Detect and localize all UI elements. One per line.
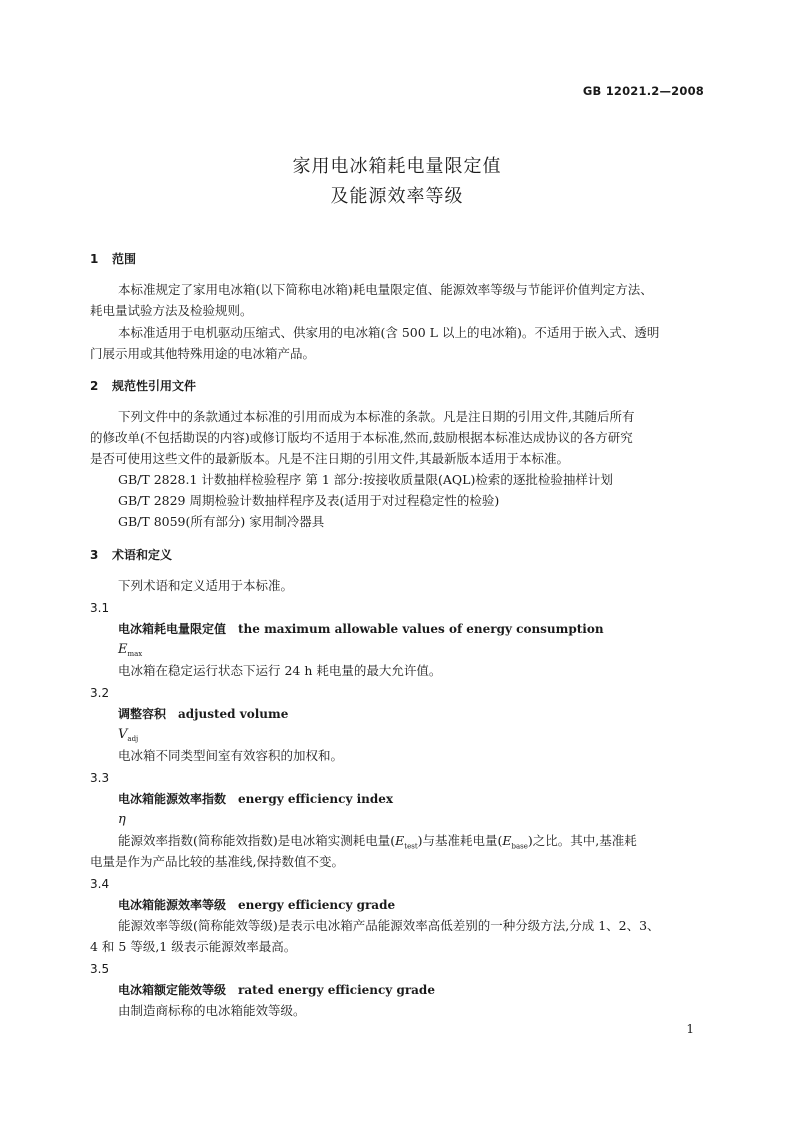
term-definition: 电量是作为产品比较的基准线,保持数值不变。 <box>90 854 344 869</box>
section-title: 规范性引用文件 <box>112 379 197 393</box>
term-heading <box>118 706 738 722</box>
clause-number: 3.5 <box>90 962 110 976</box>
definition-text: 能源效率指数(简称能效指数)是电冰箱实测耗电量( <box>118 833 396 848</box>
term-heading <box>118 982 738 998</box>
document-title-line-1: 家用电冰箱耗电量限定值 <box>292 156 502 177</box>
term-definition: 4 和 5 等级,1 级表示能源效率最高。 <box>90 939 297 954</box>
term-en: rated energy efficiency grade <box>238 983 435 997</box>
page-number: 1 <box>686 1022 694 1036</box>
term-heading <box>118 791 738 807</box>
clause-number: 3.2 <box>90 686 110 700</box>
paragraph-line: 下列文件中的条款通过本标准的引用而成为本标准的条款。凡是注日期的引用文件,其随后所有 <box>118 409 635 424</box>
paragraph-line: 的修改单(不包括勘误的内容)或修订版均不适用于本标准,然而,鼓励根据本标准达成协议的各方研究 <box>90 430 633 445</box>
term-cn: 电冰箱能源效率指数 <box>118 792 227 806</box>
term-definition: 能源效率等级(简称能效等级)是表示电冰箱产品能源效率高低差别的一种分级方法,分成 1、2、3、 <box>118 918 660 933</box>
variable-e-base <box>502 833 528 851</box>
term-en: adjusted volume <box>178 707 289 721</box>
variable-subscript: test <box>404 842 418 851</box>
term-symbol <box>118 727 738 747</box>
term-definition: 电冰箱在稳定运行状态下运行 24 h 耗电量的最大允许值。 <box>118 663 442 678</box>
variable-letter: E <box>395 833 405 848</box>
term-cn: 电冰箱额定能效等级 <box>118 983 227 997</box>
variable-letter: E <box>502 833 512 848</box>
term-definition: 电冰箱不同类型间室有效容积的加权和。 <box>118 748 344 763</box>
section-3-heading <box>90 547 710 563</box>
symbol-subscript: max <box>127 650 143 658</box>
term-heading <box>118 621 738 637</box>
term-cn: 电冰箱耗电量限定值 <box>118 622 227 636</box>
paragraph-line: 耗电量试验方法及检验规则。 <box>90 303 253 318</box>
section-number: 2 <box>90 379 99 393</box>
reference-item: GB/T 2829 周期检验计数抽样程序及表(适用于对过程稳定性的检验) <box>118 493 500 508</box>
section-2-heading <box>90 378 710 394</box>
variable-e-test <box>395 833 418 851</box>
term-definition <box>118 833 738 855</box>
standard-number: GB 12021.2—2008 <box>582 84 704 98</box>
reference-item: GB/T 8059(所有部分) 家用制冷器具 <box>118 514 325 529</box>
variable-subscript: base <box>511 842 528 851</box>
term-en: energy efficiency index <box>238 792 394 806</box>
section-number: 3 <box>90 548 99 562</box>
document-title-line-2: 及能源效率等级 <box>330 186 464 207</box>
section-1-heading <box>90 251 710 267</box>
clause-number: 3.1 <box>90 601 110 615</box>
term-symbol: η <box>118 812 126 827</box>
clause-number: 3.3 <box>90 771 110 785</box>
clause-number: 3.4 <box>90 877 110 891</box>
term-heading <box>118 897 738 913</box>
section-title: 术语和定义 <box>112 548 173 562</box>
paragraph-line: 是否可使用这些文件的最新版本。凡是不注日期的引用文件,其最新版本适用于本标准。 <box>90 451 569 466</box>
term-symbol <box>118 642 738 662</box>
term-cn: 电冰箱能源效率等级 <box>118 898 227 912</box>
term-en: the maximum allowable values of energy consumption <box>238 622 604 636</box>
term-cn: 调整容积 <box>118 707 167 721</box>
paragraph-line: 门展示用或其他特殊用途的电冰箱产品。 <box>90 346 316 361</box>
term-definition: 由制造商标称的电冰箱能效等级。 <box>118 1003 306 1018</box>
paragraph-line: 本标准适用于电机驱动压缩式、供家用的电冰箱(含 500 L 以上的电冰箱)。不适用于嵌入式、透明 <box>118 325 660 340</box>
definition-text: )与基准耗电量( <box>417 833 503 848</box>
section-number: 1 <box>90 252 99 266</box>
paragraph-line: 下列术语和定义适用于本标准。 <box>118 578 294 593</box>
section-title: 范围 <box>112 252 137 266</box>
symbol-letter: E <box>118 642 128 657</box>
symbol-letter: V <box>118 727 128 742</box>
term-en: energy efficiency grade <box>238 898 396 912</box>
reference-item: GB/T 2828.1 计数抽样检验程序 第 1 部分:按接收质量限(AQL)检索的逐批检验抽样计划 <box>118 472 613 487</box>
definition-text: )之比。其中,基准耗 <box>527 833 637 848</box>
symbol-subscript: adj <box>127 735 139 743</box>
paragraph-line: 本标准规定了家用电冰箱(以下简称电冰箱)耗电量限定值、能源效率等级与节能评价值判定方法、 <box>118 282 653 297</box>
